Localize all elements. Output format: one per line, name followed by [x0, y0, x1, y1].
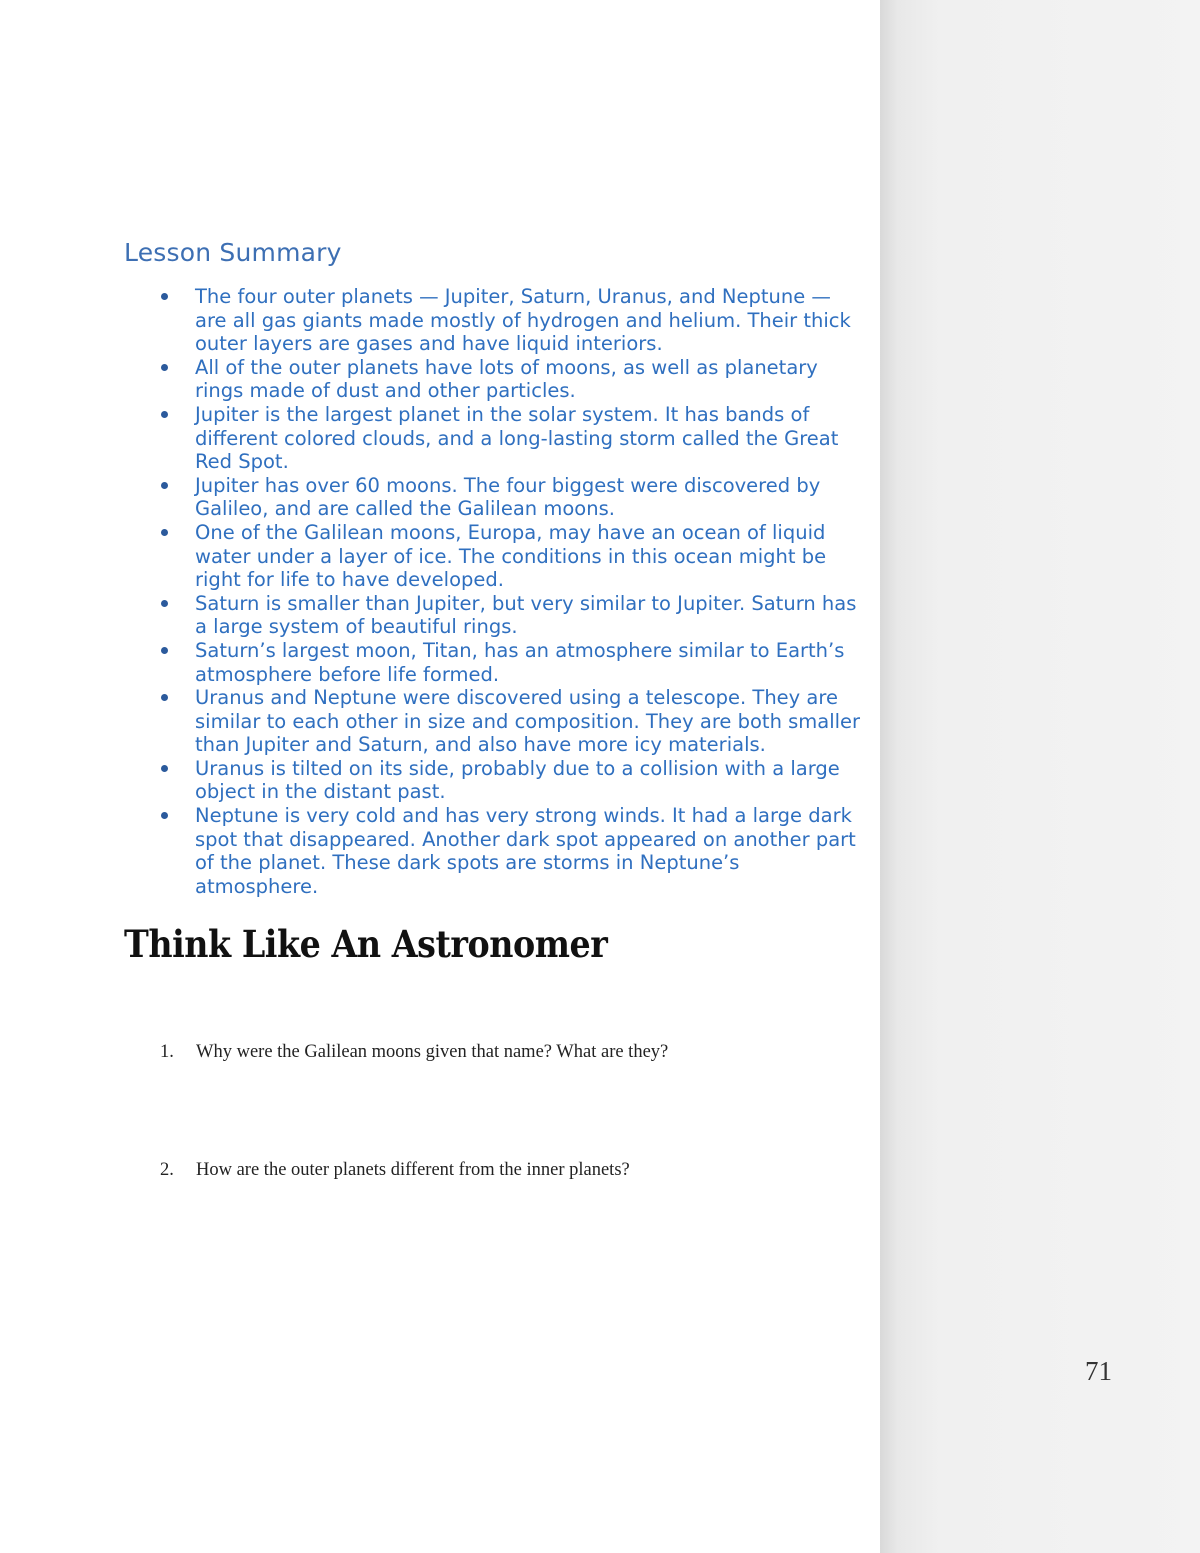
bullet-icon [161, 482, 168, 489]
question-item [160, 1042, 668, 1063]
bullet-icon [161, 694, 168, 701]
question-item [160, 1160, 630, 1181]
bullet-icon [161, 812, 168, 819]
summary-item: One of the Galilean moons, Europa, may have an ocean of liquid water under a layer of ice. The conditions in this ocean might be right for life to have developed. [124, 521, 864, 592]
lesson-summary-heading: Lesson Summary [124, 238, 342, 267]
page-content [124, 238, 864, 966]
summary-item: Uranus is tilted on its side, probably due to a collision with a large object in the distant past. [124, 757, 864, 804]
bullet-icon [161, 529, 168, 536]
question-text: How are the outer planets different from the inner planets? [196, 1160, 630, 1180]
summary-item: Neptune is very cold and has very strong winds. It had a large dark spot that disappeared. Another dark spot appeared on another part of the planet. These dark spots are storms in Neptune’s atmosphere. [124, 804, 864, 898]
bullet-icon [161, 600, 168, 607]
summary-item: Jupiter is the largest planet in the solar system. It has bands of different colored clouds, and a long-lasting storm called the Great Red Spot. [124, 403, 864, 474]
bullet-icon [161, 364, 168, 371]
summary-item: Jupiter has over 60 moons. The four biggest were discovered by Galileo, and are called the Galilean moons. [124, 474, 864, 521]
page-margin-shadow [880, 0, 1200, 1553]
bullet-icon [161, 293, 168, 300]
page-number: 71 [1085, 1356, 1112, 1386]
think-like-astronomer-heading: Think Like An Astronomer [124, 922, 608, 967]
bullet-icon [161, 411, 168, 418]
bullet-icon [161, 647, 168, 654]
question-number: 2. [160, 1160, 174, 1180]
summary-item: All of the outer planets have lots of moons, as well as planetary rings made of dust and other particles. [124, 356, 864, 403]
lesson-summary-list [124, 285, 864, 898]
summary-item: Uranus and Neptune were discovered using a telescope. They are similar to each other in size and composition. They are both smaller than Jupiter and Saturn, and also have more icy materials. [124, 686, 864, 757]
question-text: Why were the Galilean moons given that name? What are they? [196, 1042, 669, 1062]
summary-item: The four outer planets — Jupiter, Saturn, Uranus, and Neptune — are all gas giants made mostly of hydrogen and helium. Their thick outer layers are gases and have liquid interiors. [124, 285, 864, 356]
bullet-icon [161, 765, 168, 772]
summary-item: Saturn is smaller than Jupiter, but very similar to Jupiter. Saturn has a large system of beautiful rings. [124, 592, 864, 639]
question-number: 1. [160, 1042, 174, 1062]
summary-item: Saturn’s largest moon, Titan, has an atmosphere similar to Earth’s atmosphere before life formed. [124, 639, 864, 686]
